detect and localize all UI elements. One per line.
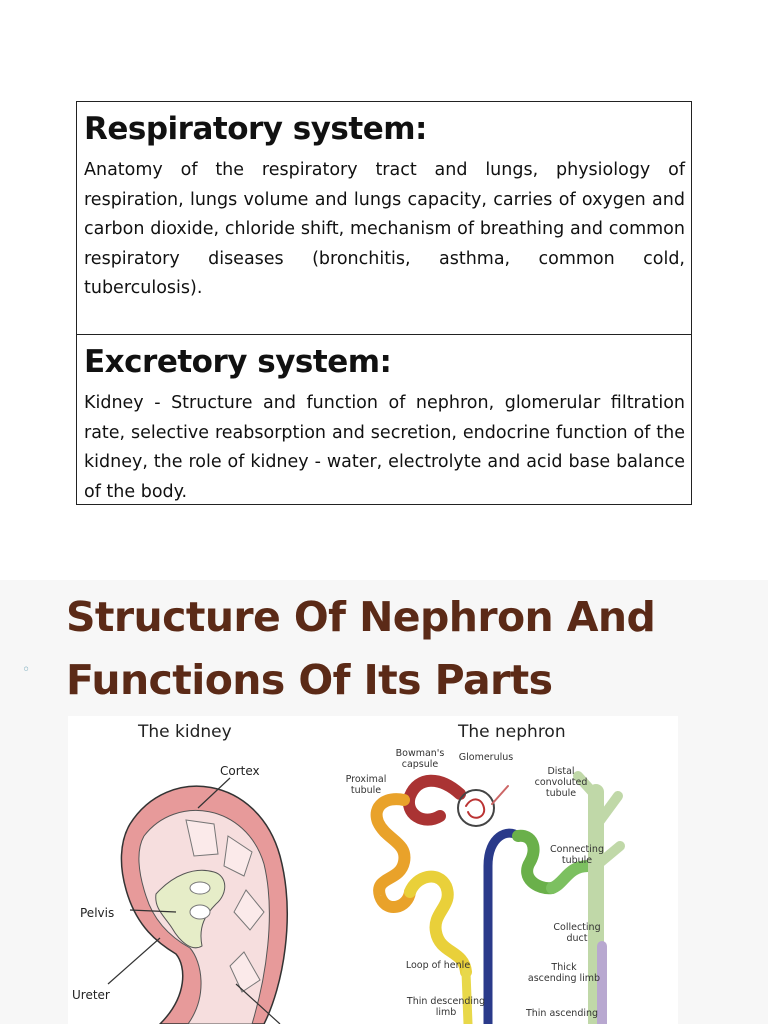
slide-title-line-2: Functions Of Its Parts xyxy=(66,656,553,704)
label-loop-of-henle: Loop of henle xyxy=(405,960,471,971)
nephron-drawing xyxy=(377,776,620,1024)
slide-marker-icon: ◦ xyxy=(22,662,31,678)
label-cortex: Cortex xyxy=(220,764,260,778)
label-distal-convoluted-tubule: Distal convoluted tubule xyxy=(534,766,588,799)
respiratory-body: Anatomy of the respiratory tract and lungs, physiology of respiration, lungs volume and lungs capacity, carries of oxygen and carbon dioxide, chloride shift, mechanism of breathing and common respiratory diseases (bronchitis, asthma, common cold, tuberculosis). xyxy=(84,160,685,299)
excretory-cell xyxy=(77,334,691,504)
label-connecting-tubule: Connecting tubule xyxy=(550,844,604,866)
slide-title-line-1: Structure Of Nephron And xyxy=(66,593,656,641)
label-pelvis: Pelvis xyxy=(80,906,115,920)
kidney-drawing xyxy=(108,778,287,1024)
label-thin-ascending-limb: Thin ascending xyxy=(525,1008,599,1019)
label-ureter: Ureter xyxy=(72,988,110,1002)
label-thick-ascending-limb: Thick ascending limb xyxy=(527,962,601,984)
kidney-nephron-figure xyxy=(68,716,678,1024)
nephron-panel-title: The nephron xyxy=(458,722,566,742)
kidney-panel-title: The kidney xyxy=(138,722,232,742)
excretory-body: Kidney - Structure and function of nephron, glomerular filtration rate, selective reabsorption and secretion, endocrine function of the kidney, the role of kidney - water, electrolyte and acid base balance of the body. xyxy=(84,393,685,502)
label-glomerulus: Glomerulus xyxy=(458,752,514,763)
label-bowmans-capsule: Bowman's capsule xyxy=(395,748,445,770)
respiratory-cell xyxy=(77,102,691,334)
label-collecting-duct: Collecting duct xyxy=(553,922,601,944)
label-proximal-tubule: Proximal tubule xyxy=(345,774,387,796)
excretory-heading: Excretory system: xyxy=(84,344,392,380)
label-thin-descending-limb: Thin descending limb xyxy=(406,996,486,1018)
respiratory-heading: Respiratory system: xyxy=(84,111,427,147)
nephron-slide xyxy=(0,580,768,1024)
syllabus-table xyxy=(76,101,692,505)
slide-title xyxy=(66,586,655,712)
